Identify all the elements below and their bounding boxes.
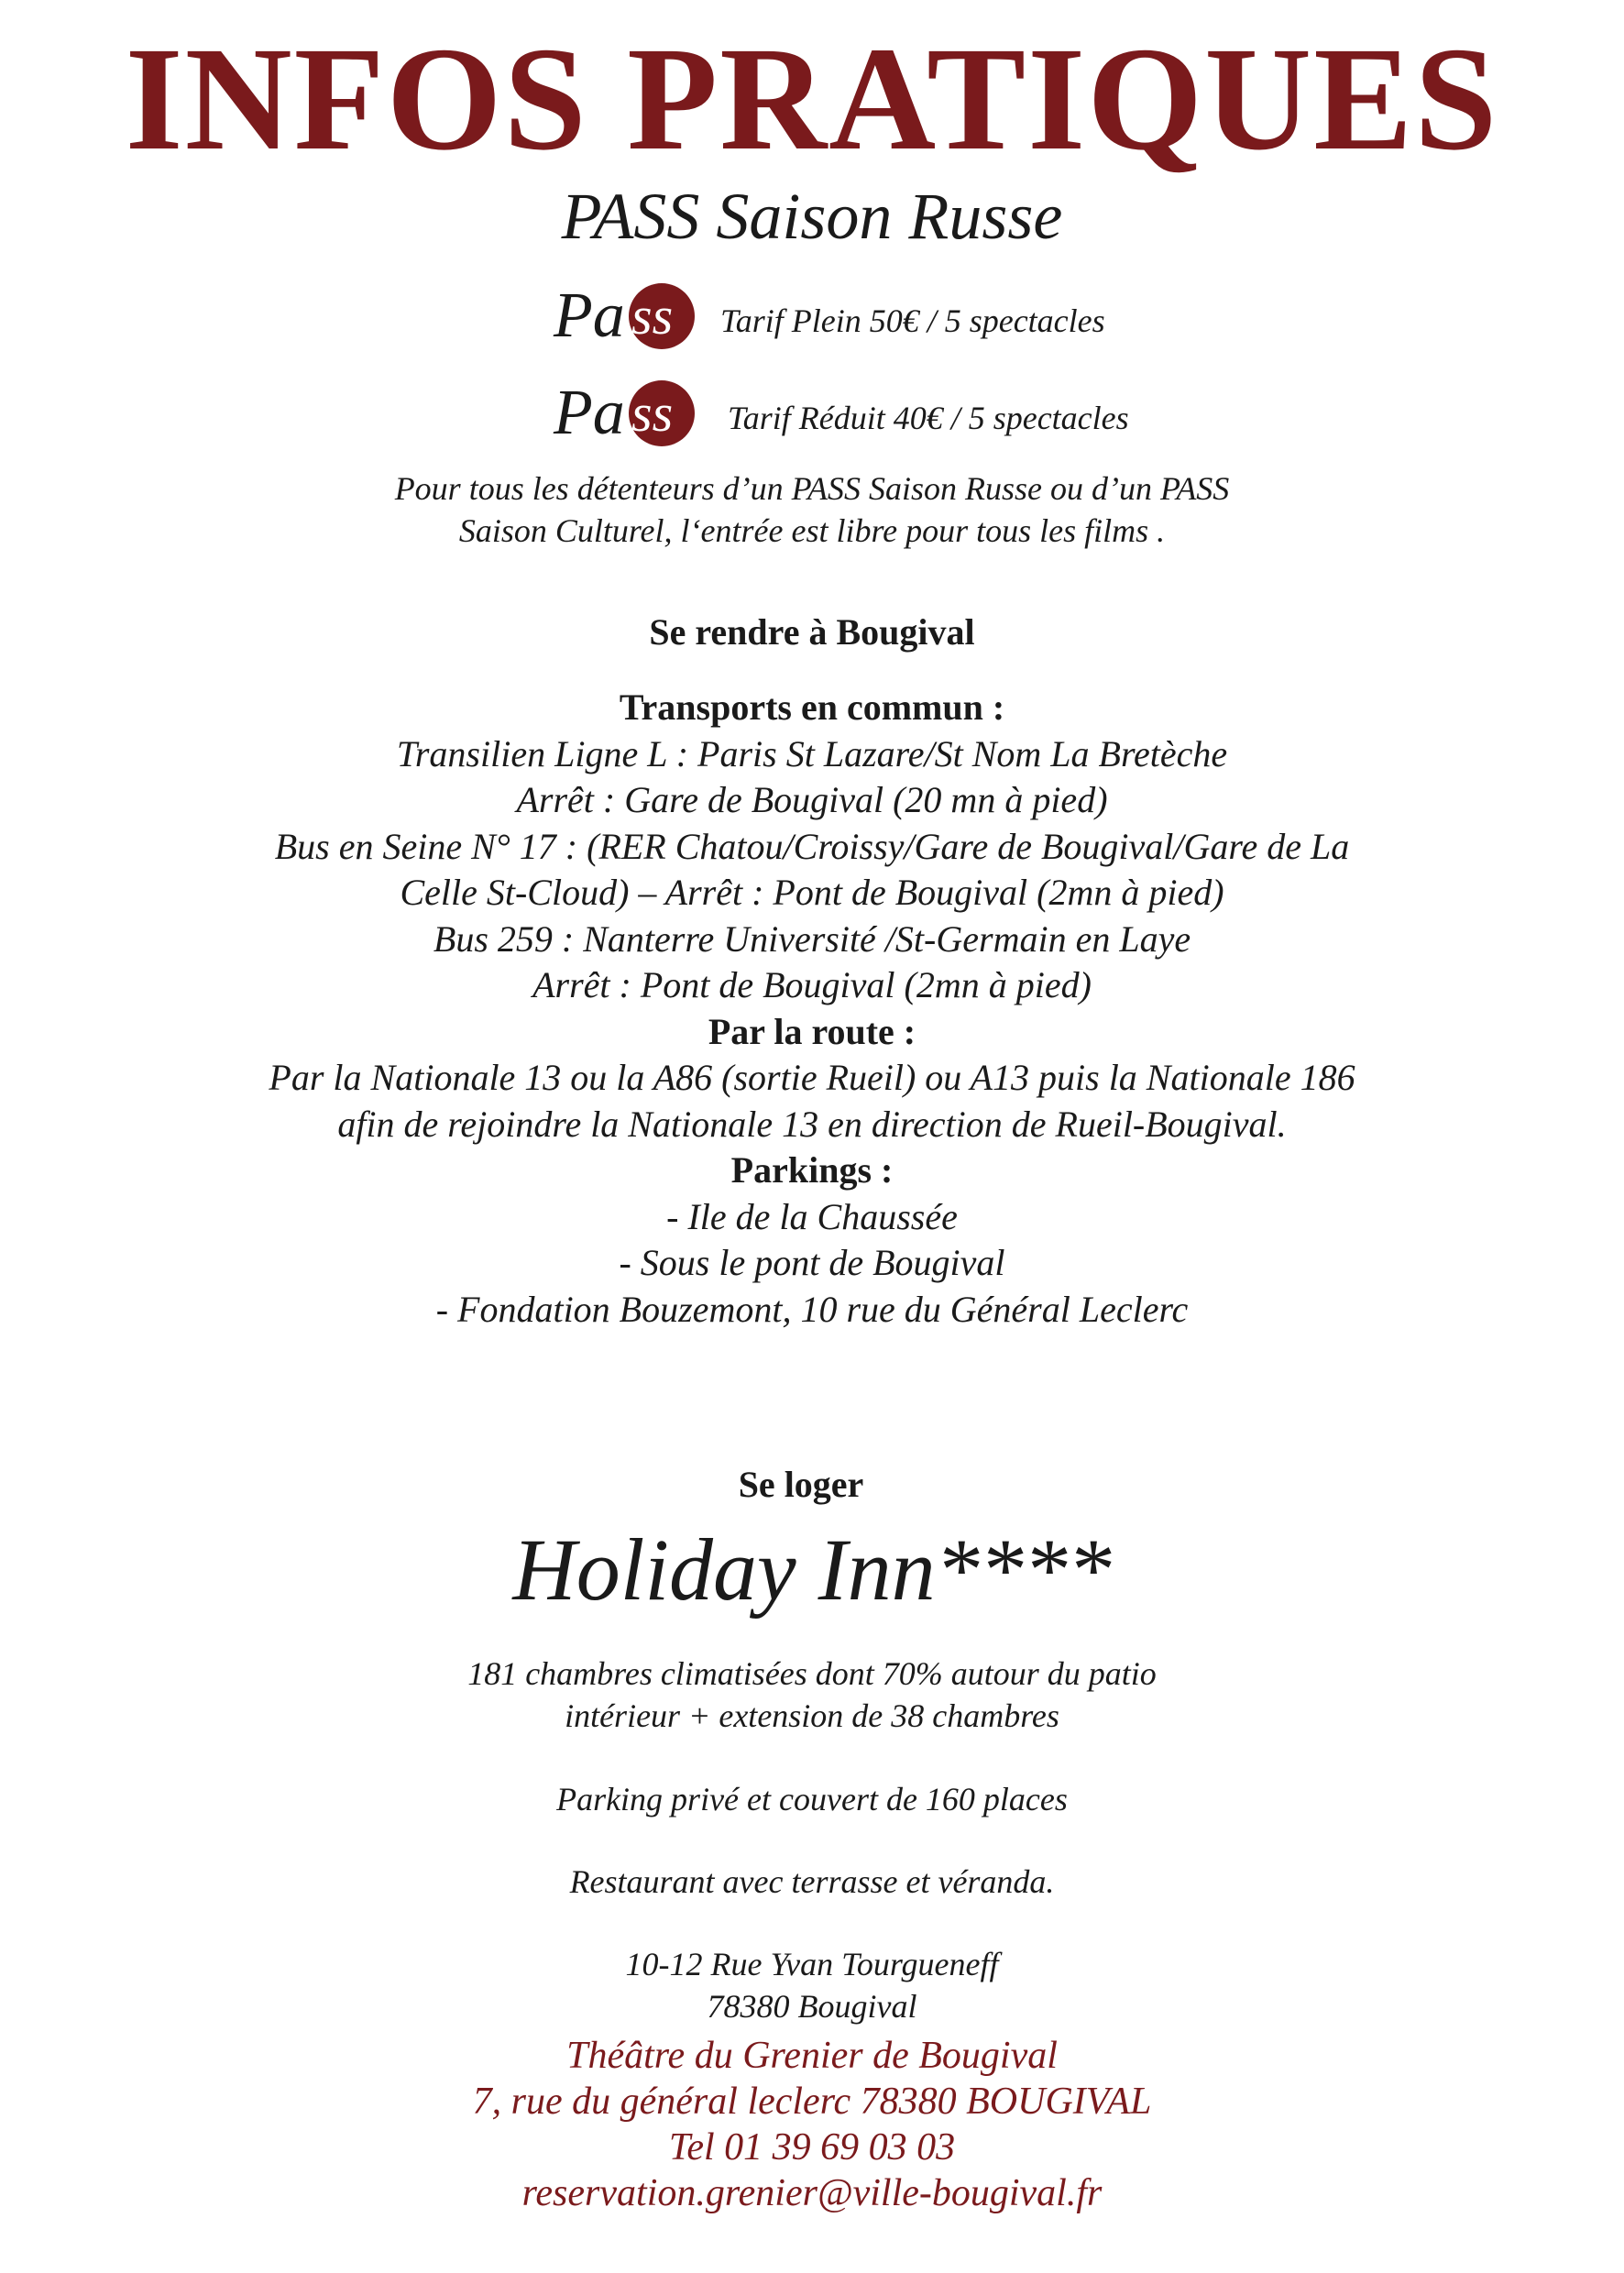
access-details xyxy=(0,685,1624,1333)
pass-logo: Pa ss xyxy=(554,275,728,357)
contact-email: reservation.grenier@ville-bougival.fr xyxy=(521,2172,1103,2214)
transport-line: Bus en Seine N° 17 : (RER Chatou/Croissy/Gare de Bougival/Gare de La xyxy=(274,825,1350,867)
hotel-parking: Parking privé et couvert de 160 places xyxy=(556,1781,1068,1817)
hotel-rooms: 181 chambres climatisées dont 70% autour du patio intérieur + extension de 38 chambres xyxy=(467,1655,1157,1734)
pass-reduit-row xyxy=(554,372,1250,455)
transport-line: Bus 259 : Nanterre Université /St-Germain en Laye xyxy=(433,917,1191,960)
hotel-name: Holiday Inn**** xyxy=(512,1521,1112,1619)
access-heading: Se rendre à Bougival xyxy=(649,611,975,653)
parking-line: - Ile de la Chaussée xyxy=(666,1195,958,1237)
pass-section-title: PASS Saison Russe xyxy=(561,180,1063,253)
contact-block xyxy=(37,2033,1587,2216)
transports-heading: Transports en commun : xyxy=(619,686,1005,728)
pass-reduit-text: Tarif Réduit 40€ / 5 spectacles xyxy=(728,400,1129,436)
pass-note: Pour tous les détenteurs d’un PASS Saison Russe ou d’un PASS Saison Culturel, l‘entrée est libre pour tous les films . xyxy=(394,470,1230,549)
hotel-restaurant: Restaurant avec terrasse et véranda. xyxy=(569,1863,1055,1900)
contact-address: 7, rue du général leclerc 78380 BOUGIVAL xyxy=(472,2081,1152,2123)
parking-line: - Sous le pont de Bougival xyxy=(619,1242,1005,1283)
transport-line: Arrêt : Gare de Bougival (20 mn à pied) xyxy=(516,779,1108,820)
transport-line: Arrêt : Pont de Bougival (2mn à pied) xyxy=(532,964,1092,1005)
transport-line: Celle St-Cloud) – Arrêt : Pont de Bougival (2mn à pied) xyxy=(400,872,1224,913)
contact-phone: Tel 01 39 69 03 03 xyxy=(668,2126,956,2169)
parking-heading: Parkings : xyxy=(730,1149,894,1191)
pass-plein-text: Tarif Plein 50€ / 5 spectacles xyxy=(720,302,1105,339)
road-line: afin de rejoindre la Nationale 13 en direction de Rueil-Bougival. xyxy=(337,1103,1287,1145)
road-heading: Par la route : xyxy=(708,1010,916,1052)
page-title: INFOS PRATIQUES xyxy=(125,17,1499,181)
pass-plein-row xyxy=(554,275,1250,357)
road-line: Par la Nationale 13 ou la A86 (sortie Rueil) ou A13 puis la Nationale 186 xyxy=(269,1057,1355,1098)
transport-line: Transilien Ligne L : Paris St Lazare/St Nom La Bretèche xyxy=(396,732,1228,774)
contact-name: Théâtre du Grenier de Bougival xyxy=(566,2035,1058,2077)
lodging-heading: Se loger xyxy=(738,1464,864,1505)
pass-logo: Pa ss xyxy=(554,372,728,455)
parking-line: - Fondation Bouzemont, 10 rue du Général Leclerc xyxy=(435,1288,1189,1330)
hotel-address: 10-12 Rue Yvan Tourgueneff 78380 Bougival xyxy=(625,1946,999,2025)
